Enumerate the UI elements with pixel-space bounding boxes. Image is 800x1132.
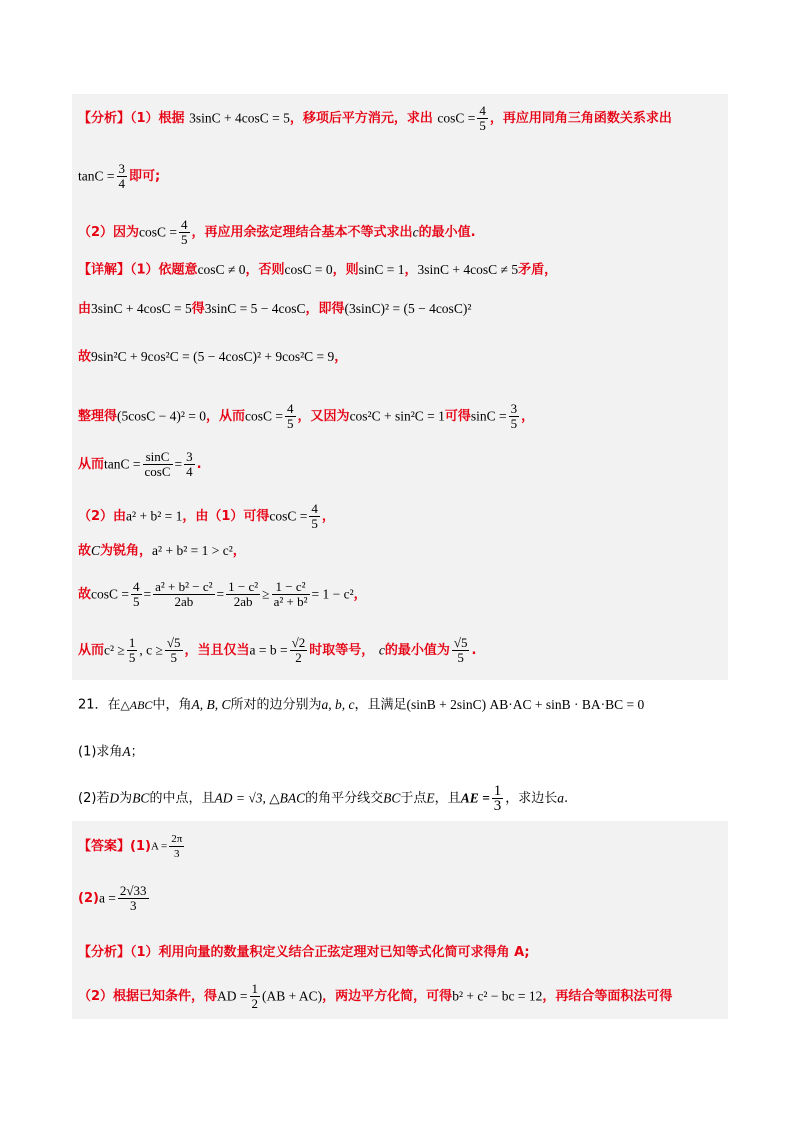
text-fragment: 3sinC = 5 − 4cosC <box>204 301 306 316</box>
text-fragment: 为锐角， <box>100 543 153 559</box>
fraction <box>290 636 308 665</box>
text-fragment: ， <box>232 543 246 559</box>
text-fragment: ，求边长 <box>505 791 558 806</box>
detail-line-9 <box>78 636 476 665</box>
text-fragment: √5 <box>453 635 468 650</box>
answer-analysis-2 <box>78 982 672 1011</box>
analysis-line-3: （2）因为cosC = $\frac{4}{5}$ ，再应用余弦定理结合基本不等式求出c的最小值. <box>78 217 476 247</box>
text-fragment: AD = √3, △BAC <box>214 790 306 806</box>
text-fragment: . <box>196 457 202 472</box>
text-fragment: ，由（1）可得 <box>182 509 270 524</box>
text-fragment: = <box>174 456 183 472</box>
fraction <box>153 580 214 609</box>
text-fragment: 2π <box>171 833 183 845</box>
text-fragment: ， <box>334 349 348 365</box>
question-21-part-1 <box>78 741 144 764</box>
text-fragment: 3sinC + 4cosC = 5 <box>91 301 192 316</box>
text-fragment: (AB + AC) <box>262 988 323 1004</box>
text-fragment: 3 <box>510 401 518 416</box>
text-fragment: BC <box>383 790 401 806</box>
text-fragment: 5 <box>311 516 318 531</box>
question-21-part-2 <box>78 784 568 813</box>
detail-tag: 【详解】 <box>78 262 131 278</box>
fraction <box>250 982 261 1011</box>
text-fragment: sinC = 1 <box>358 262 405 277</box>
text-fragment: 4 <box>479 103 486 118</box>
text-fragment: cosC <box>144 464 171 479</box>
detail-line-2 <box>78 298 471 321</box>
text-fragment: A = <box>150 840 168 853</box>
text-fragment: 3 <box>118 898 149 913</box>
text-fragment: 3sinC + 4cosC ≠ 5 <box>417 262 519 277</box>
text-fragment: √2 <box>291 635 306 650</box>
text-fragment: a, b, c <box>321 697 355 712</box>
text-fragment: 4 <box>311 501 318 516</box>
text-fragment: 2 <box>290 650 308 665</box>
text-fragment: a² + b² = 1 <box>126 508 183 524</box>
text-fragment: ，再结合等面积法可得 <box>542 989 673 1004</box>
fraction <box>509 402 520 431</box>
text-fragment: (1)求角 <box>78 744 123 760</box>
text-fragment: a² + b² = 1 > c² <box>152 543 233 558</box>
text-fragment: 从而 <box>78 643 105 658</box>
text-fragment: 故 <box>78 543 92 559</box>
fraction <box>477 104 488 133</box>
detail-line-8 <box>78 580 367 609</box>
text-fragment: 1 <box>128 635 136 650</box>
text-fragment: cos²C + sin²C = 1 <box>349 408 445 424</box>
detail-line-3 <box>78 346 347 369</box>
answer-line-1 <box>78 832 186 861</box>
answer-tag: 【答案】 <box>78 839 131 854</box>
text-fragment: AE = <box>460 790 490 806</box>
text-fragment: a = b = <box>249 642 288 658</box>
text-fragment: c² ≥ <box>104 642 125 658</box>
text-fragment: 21．在 <box>78 697 121 713</box>
text-fragment: ； <box>130 744 144 760</box>
text-fragment: 5 <box>510 416 518 431</box>
text-fragment: ，从而 <box>206 409 246 424</box>
text-fragment: a² + b² − c² <box>155 579 213 594</box>
text-fragment: E <box>426 790 435 806</box>
text-fragment: . <box>471 643 477 658</box>
text-fragment: a² + b² <box>273 594 308 609</box>
text-fragment: 4 <box>118 176 125 191</box>
text-fragment: 1 <box>251 981 259 996</box>
text-fragment: ， <box>521 409 535 424</box>
text-fragment: ，当且仅当 <box>184 643 250 658</box>
text-fragment: 3 <box>169 846 184 861</box>
fraction <box>452 636 470 665</box>
text-fragment: (sinB + 2sinC) AB·AC + sinB · BA·BC = 0 <box>406 697 645 712</box>
text-fragment: 3 <box>186 449 193 464</box>
text-fragment: 1 − c² <box>228 579 259 594</box>
text-fragment: (2)若 <box>78 791 110 806</box>
text-fragment: ，两边平方化简，可得 <box>322 989 453 1004</box>
text-fragment: cosC = <box>269 508 308 524</box>
text-fragment: c <box>378 642 385 658</box>
text-fragment: cosC = <box>245 408 284 424</box>
text-fragment: 2ab <box>226 594 260 609</box>
text-fragment: √5 <box>166 635 181 650</box>
fraction <box>131 580 142 609</box>
fraction <box>272 580 310 609</box>
text-fragment: (3sinC)² = (5 − 4cosC)² <box>344 301 472 316</box>
text-fragment: (1) <box>130 839 151 854</box>
analysis-line-2: tanC = $\frac{3}{4}$ 即可; <box>78 161 161 191</box>
text-fragment: ，且 <box>434 791 461 806</box>
fraction <box>226 580 260 609</box>
text-fragment: 可得 <box>444 409 471 424</box>
text-fragment: △ABC <box>120 698 153 712</box>
text-fragment: ， <box>404 262 418 278</box>
fraction <box>165 636 183 665</box>
fraction <box>117 162 128 191</box>
text-fragment: 由 <box>78 301 92 317</box>
text-fragment: 中，角 <box>152 697 192 713</box>
text-fragment: ，又因为 <box>297 409 350 424</box>
text-fragment: （1）依题意 <box>130 262 198 278</box>
text-fragment: 2ab <box>153 594 214 609</box>
text-fragment: 的最小值为 <box>384 643 450 658</box>
text-fragment: 9sin²C + 9cos²C = (5 − 4cosC)² + 9cos²C = 9 <box>91 349 335 364</box>
detail-line-5 <box>78 450 202 479</box>
text-fragment: （1）利用向量的数量积定义结合正弦定理对已知等式化简可求得角 A; <box>130 945 530 960</box>
fraction <box>492 784 504 813</box>
text-fragment: 5 <box>479 118 486 133</box>
text-fragment: ，则 <box>332 262 359 278</box>
text-fragment: = <box>143 586 152 602</box>
text-fragment: b² + c² − bc = 12 <box>452 988 543 1004</box>
text-fragment: , c ≥ <box>139 642 163 658</box>
text-fragment: 3 <box>118 161 125 176</box>
text-fragment: 矛盾， <box>518 262 558 278</box>
text-fragment: 得 <box>191 301 205 317</box>
text-fragment: ， <box>353 587 367 602</box>
text-fragment: cosC = 0 <box>284 262 333 277</box>
text-fragment: 所对的边分别为 <box>230 697 322 713</box>
text-fragment: 从而 <box>78 457 105 472</box>
text-fragment: ，且满足 <box>354 697 407 713</box>
text-fragment: 5 <box>165 650 183 665</box>
text-fragment: 于点 <box>400 791 427 806</box>
fraction <box>143 450 173 479</box>
text-fragment: sinC = <box>470 408 507 424</box>
text-fragment: a = <box>98 890 116 906</box>
fraction <box>179 218 190 247</box>
text-fragment: 2√33 <box>119 883 147 898</box>
analysis-tag: 【分析】 <box>78 945 131 960</box>
text-fragment: a <box>557 790 565 806</box>
detail-line-7 <box>78 540 246 563</box>
text-fragment: sinC <box>145 449 170 464</box>
detail-line-1 <box>78 259 557 282</box>
text-fragment: 1 − c² <box>275 579 306 594</box>
text-fragment: ≥ <box>262 586 270 602</box>
fraction <box>127 636 138 665</box>
text-fragment: cosC = <box>91 586 130 602</box>
text-fragment: 为 <box>119 791 133 806</box>
text-fragment: 的中点，且 <box>149 791 215 806</box>
answer-line-2 <box>78 884 151 913</box>
text-fragment: C <box>91 543 101 558</box>
text-fragment: BC <box>132 790 150 806</box>
fraction <box>285 402 296 431</box>
text-fragment: 4 <box>287 401 294 416</box>
fraction <box>169 832 184 861</box>
text-fragment: 5 <box>128 650 136 665</box>
text-fragment: 整理得 <box>78 409 118 424</box>
text-fragment: A <box>122 744 131 759</box>
text-fragment: 的角平分线交 <box>305 791 384 806</box>
text-fragment: 时取等号， <box>309 643 375 658</box>
analysis-line-1: 【分析】（1）根据 3sinC + 4cosC = 5，移项后平方消元，求出 cosC = $\frac{4}{5}$ ，再应用同角三角函数关系求出 <box>78 103 672 133</box>
detail-line-6 <box>78 502 335 531</box>
fraction <box>184 450 195 479</box>
text-fragment: . <box>564 791 569 806</box>
text-fragment: 3 <box>493 798 502 814</box>
fraction <box>309 502 320 531</box>
text-fragment: (5cosC − 4)² = 0 <box>117 408 207 424</box>
text-fragment: 5 <box>181 232 188 247</box>
text-fragment: = <box>216 586 225 602</box>
text-fragment: 4 <box>133 579 140 594</box>
text-fragment: 故 <box>78 349 92 365</box>
text-fragment: (2) <box>78 891 99 906</box>
text-fragment: AD = <box>217 988 248 1004</box>
text-fragment: ，否则 <box>245 262 285 278</box>
text-fragment: （2）由 <box>78 509 127 524</box>
text-fragment: 5 <box>287 416 294 431</box>
text-fragment: 故 <box>78 587 92 602</box>
text-fragment: cosC ≠ 0 <box>197 262 246 277</box>
text-fragment: = 1 − c² <box>311 586 354 602</box>
text-fragment: （2）根据已知条件，得 <box>78 989 218 1004</box>
text-fragment: 5 <box>133 594 140 609</box>
text-fragment: ，即得 <box>305 301 345 317</box>
question-21-stem <box>78 694 644 717</box>
text-fragment: 2 <box>251 996 259 1011</box>
text-fragment: 4 <box>181 217 188 232</box>
text-fragment: D <box>109 790 120 806</box>
answer-analysis-1 <box>78 942 530 964</box>
analysis-tag: 【分析】 <box>78 111 131 126</box>
fraction <box>118 884 149 913</box>
text-fragment: 4 <box>186 464 193 479</box>
text-fragment: A, B, C <box>191 697 231 712</box>
text-fragment: tanC = <box>104 456 141 472</box>
text-fragment: 5 <box>452 650 470 665</box>
text-fragment: ， <box>321 509 335 524</box>
detail-line-4 <box>78 402 534 431</box>
text-fragment: 1 <box>493 783 502 799</box>
